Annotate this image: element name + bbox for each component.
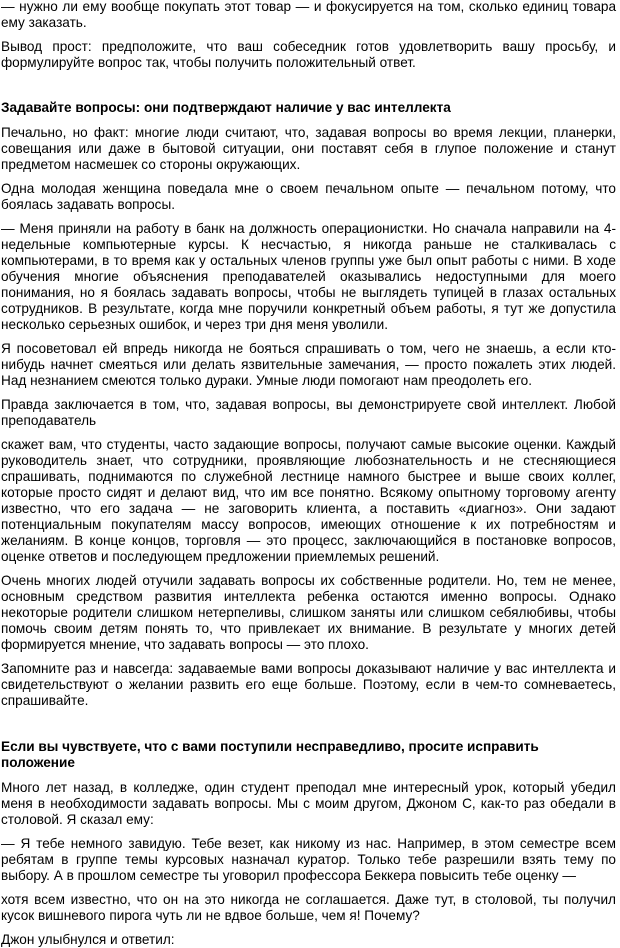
section1-paragraph-8: Запомните раз и навсегда: задаваемые вами вопросы доказывают наличие у вас интеллекта и свидетельствуют о желании развить его еще больше. Поэтому, если в чем-то сомневаетесь, спрашивайте. bbox=[1, 661, 616, 708]
section1-paragraph-4: Я посоветовал ей впредь никогда не бояться спрашивать о том, чего не знаешь, а если кто-нибудь начнет смеяться или делать язвительные замечания, — просто пожалеть этих людей. Над незнанием смеются только дураки. Умные люди помогают нам преодолеть его. bbox=[1, 341, 616, 388]
intro-paragraph-1: — нужно ли ему вообще покупать этот товар — и фокусируется на том, сколько единиц товара ему заказать. bbox=[1, 0, 616, 30]
section1-paragraph-3: — Меня приняли на работу в банк на должность операционистки. Но сначала направили на 4-недельные компьютерные курсы. К несчастью, я никогда раньше не сталкивалась с компьютерами, в то время как у остальных членов группы уже был опыт работы с ними. В ходе обучения многие объяснения преподавателей оказывались недоступными для моего понимания, но я боялась задавать вопросы, чтобы не выглядеть тупицей в глазах остальных сотрудников. В результате, когда мне поручили конкретный объем работы, я тут же допустила несколько серьезных ошибок, и через три дня меня уволили. bbox=[1, 221, 616, 332]
section1-paragraph-1: Печально, но факт: многие люди считают, что, задавая вопросы во время лекции, планерки, совещания или даже в бытовой ситуации, они поставят себя в глупое положение и станут предметом насмешек со стороны окружающих. bbox=[1, 125, 616, 172]
section1-paragraph-5: Правда заключается в том, что, задавая вопросы, вы демонстрируете свой интеллект. Любой преподаватель bbox=[1, 397, 616, 428]
intro-paragraph-2: Вывод прост: предположите, что ваш собеседник готов удовлетворить вашу просьбу, и формулируйте вопрос так, чтобы получить положительный ответ. bbox=[1, 39, 616, 70]
section1-paragraph-6: скажет вам, что студенты, часто задающие вопросы, получают самые высокие оценки. Каждый руководитель знает, что сотрудники, проявляющие любознательность и не стесняющиеся спрашивать, поднимаются по служебной лестнице намного быстрее и выше своих коллег, которые просто сидят и делают вид, что им все понятно. Всякому опытному торговому агенту известно, что его задача — не заговорить клиента, а поставить «диагноз». Они задают потенциальным покупателям массу вопросов, имеющих отношение к их потребностям и желаниям. В конце концов, торговля — это процесс, заключающийся в постановке вопросов, оценке ответов и последующем предложении приемлемых решений. bbox=[1, 437, 616, 564]
section-heading-questions: Задавайте вопросы: они подтверждают наличие у вас интеллекта bbox=[1, 100, 451, 115]
section-heading-injustice: Если вы чувствуете, что с вами поступили несправедливо, просите исправить положение bbox=[1, 739, 539, 770]
section2-paragraph-1: Много лет назад, в колледже, один студент преподал мне интересный урок, который убедил меня в необходимости задавать вопросы. Мы с моим другом, Джоном С, как-то раз обедали в столовой. Я сказал ему: bbox=[1, 780, 616, 827]
section2-paragraph-3: хотя всем известно, что он на это никогда не соглашается. Даже тут, в столовой, ты получил кусок вишневого пирога чуть ли не вдвое больше, чем я! Почему? bbox=[1, 892, 616, 923]
section1-paragraph-7: Очень многих людей отучили задавать вопросы их собственные родители. Но, тем не менее, основным средством развития интеллекта ребенка остаются именно вопросы. Однако некоторые родители слишком нетерпеливы, слишком заняты или слишком себялюбивы, чтобы помочь своим детям понять то, что привлекает их внимание. В результате у многих детей формируется мнение, что задавать вопросы — это плохо. bbox=[1, 573, 616, 652]
section1-paragraph-2: Одна молодая женщина поведала мне о своем печальном опыте — печальном потому, что боялась задавать вопросы. bbox=[1, 181, 616, 212]
section2-paragraph-2: — Я тебе немного завидую. Тебе везет, как никому из нас. Например, в этом семестре всем ребятам в группе темы курсовых назначал куратор. Только тебе разрешили взять тему по выбору. А в прошлом семестре ты уговорил профессора Беккера повысить тебе оценку — bbox=[1, 836, 616, 883]
section2-paragraph-4: Джон улыбнулся и ответил: bbox=[1, 932, 175, 947]
